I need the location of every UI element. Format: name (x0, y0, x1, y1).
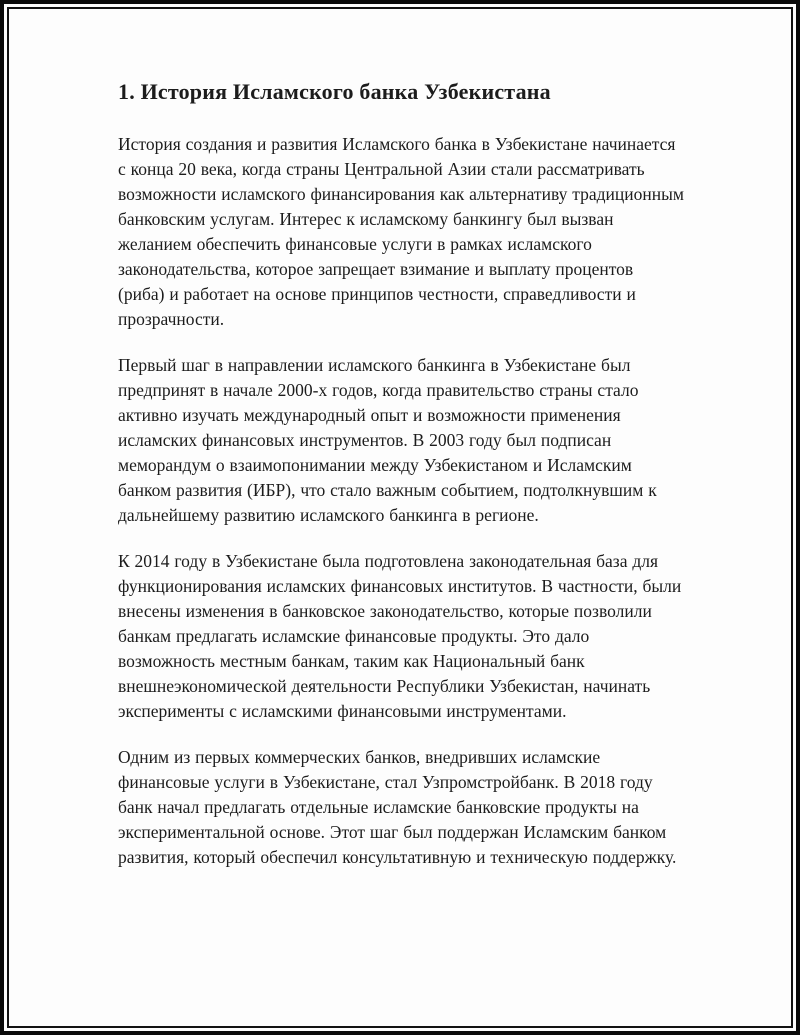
paragraph-list (118, 132, 684, 870)
paragraph: История создания и развития Исламского банка в Узбекистане начинается с конца 20 века, когда страны Центральной Азии стали рассматривать возможности исламского финансирования как альтернативу традиционным банковским услугам. Интерес к исламскому банкингу был вызван желанием обеспечить финансовые услуги в рамках исламского законодательства, которое запрещает взимание и выплату процентов (риба) и работает на основе принципов честности, справедливости и прозрачности. (118, 134, 684, 329)
page-title: 1. История Исламского банка Узбекистана (118, 79, 551, 104)
paragraph: К 2014 году в Узбекистане была подготовлена законодательная база для функционирования исламских финансовых институтов. В частности, были внесены изменения в банковское законодательство, которые позволили банкам предлагать исламские финансовые продукты. Это дало возможность местным банкам, таким как Национальный банк внешнеэкономической деятельности Республики Узбекистан, начинать эксперименты с исламскими финансовыми инструментами. (118, 551, 682, 721)
paragraph: Одним из первых коммерческих банков, внедривших исламские финансовые услуги в Узбекистане, стал Узпромстройбанк. В 2018 году банк начал предлагать отдельные исламские банковские продукты на экспериментальной основе. Этот шаг был поддержан Исламским банком развития, который обеспечил консультативную и техническую поддержку. (118, 747, 677, 867)
document-body (118, 78, 684, 891)
paragraph: Первый шаг в направлении исламского банкинга в Узбекистане был предпринят в начале 2000-х годов, когда правительство страны стало активно изучать международный опыт и возможности применения исламских финансовых инструментов. В 2003 году был подписан меморандум о взаимопонимании между Узбекистаном и Исламским банком развития (ИБР), что стало важным событием, подтолкнувшим к дальнейшему развитию исламского банкинга в регионе. (118, 355, 657, 525)
